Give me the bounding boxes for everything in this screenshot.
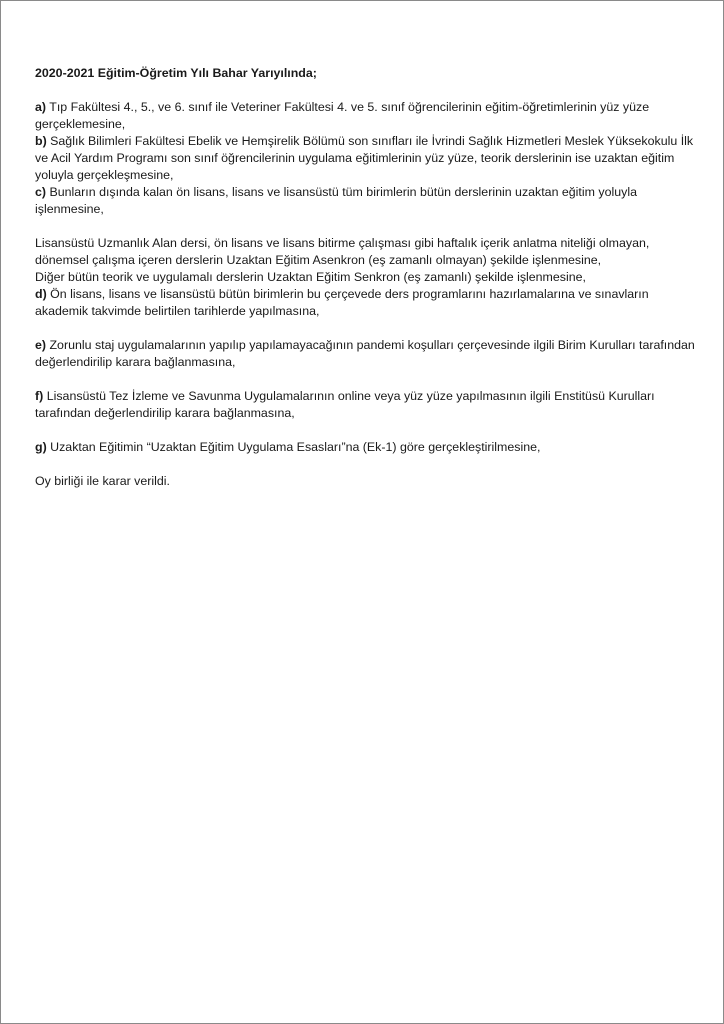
item-a-text: Tıp Fakültesi 4., 5., ve 6. sınıf ile Veteriner Fakültesi 4. ve 5. sınıf öğrencilerinin eğitim-öğretimlerinin yüz yüze gerçeklemesine, (35, 100, 650, 131)
item-d-text: Ön lisans, lisans ve lisansüstü bütün birimlerin bu çerçevede ders programlarını hazırlamalarına ve sınavların akademik takvimde belirtilen tarihlerde yapılmasına, (35, 287, 649, 318)
item-e (35, 337, 697, 371)
closing-statement: Oy birliği ile karar verildi. (35, 474, 170, 488)
spacer (35, 422, 697, 439)
item-b (35, 133, 697, 184)
item-e-text: Zorunlu staj uygulamalarının yapılıp yapılamayacağının pandemi koşulları çerçevesinde ilgili Birim Kurulları tarafından değerlendirilip karara bağlanmasına, (35, 338, 695, 369)
spacer (35, 320, 697, 337)
item-e-label: e) (35, 338, 47, 352)
item-g-text: Uzaktan Eğitimin “Uzaktan Eğitim Uygulama Esasları”na (Ek-1) göre gerçekleştirilmesine, (50, 440, 541, 454)
item-b-text: Sağlık Bilimleri Fakültesi Ebelik ve Hemşirelik Bölümü son sınıfları ile İvrindi Sağlık Hizmetleri Meslek Yüksekokulu İlk ve Acil Yardım Programı son sınıf öğrencilerinin uygulama eğitimlerinin yüz yüze, teorik derslerinin ise uzaktan eğitim yoluyla gerçekleşmesine, (35, 134, 694, 182)
spacer (35, 218, 697, 235)
document-body (35, 65, 697, 490)
item-f-text: Lisansüstü Tez İzleme ve Savunma Uygulamalarının online veya yüz yüze yapılmasının ilgili Enstitüsü Kurulları tarafından değerlendirilip karara bağlanmasına, (35, 389, 655, 420)
document-title: 2020-2021 Eğitim-Öğretim Yılı Bahar Yarıyılında; (35, 66, 317, 80)
item-b-label: b) (35, 134, 47, 148)
item-g (35, 439, 697, 456)
item-c (35, 184, 697, 218)
item-c-paragraph-asenkron: Lisansüstü Uzmanlık Alan dersi, ön lisans ve lisans bitirme çalışması gibi haftalık içerik anlatma niteliği olmayan, dönemsel çalışma içeren derslerin Uzaktan Eğitim Asenkron (eş zamanlı olmayan) şekilde işlenmesine, (35, 236, 650, 267)
item-c-paragraph-senkron: Diğer bütün teorik ve uygulamalı derslerin Uzaktan Eğitim Senkron (eş zamanlı) şekilde işlenmesine, (35, 270, 586, 284)
spacer (35, 371, 697, 388)
item-d (35, 286, 697, 320)
item-g-label: g) (35, 440, 47, 454)
item-a (35, 99, 697, 133)
spacer (35, 456, 697, 473)
item-a-label: a) (35, 100, 47, 114)
item-c-text: Bunların dışında kalan ön lisans, lisans ve lisansüstü tüm birimlerin bütün derslerinin uzaktan eğitim yoluyla işlenmesine, (35, 185, 637, 216)
item-f-label: f) (35, 389, 44, 403)
item-d-label: d) (35, 287, 47, 301)
item-c-label: c) (35, 185, 47, 199)
item-f (35, 388, 697, 422)
